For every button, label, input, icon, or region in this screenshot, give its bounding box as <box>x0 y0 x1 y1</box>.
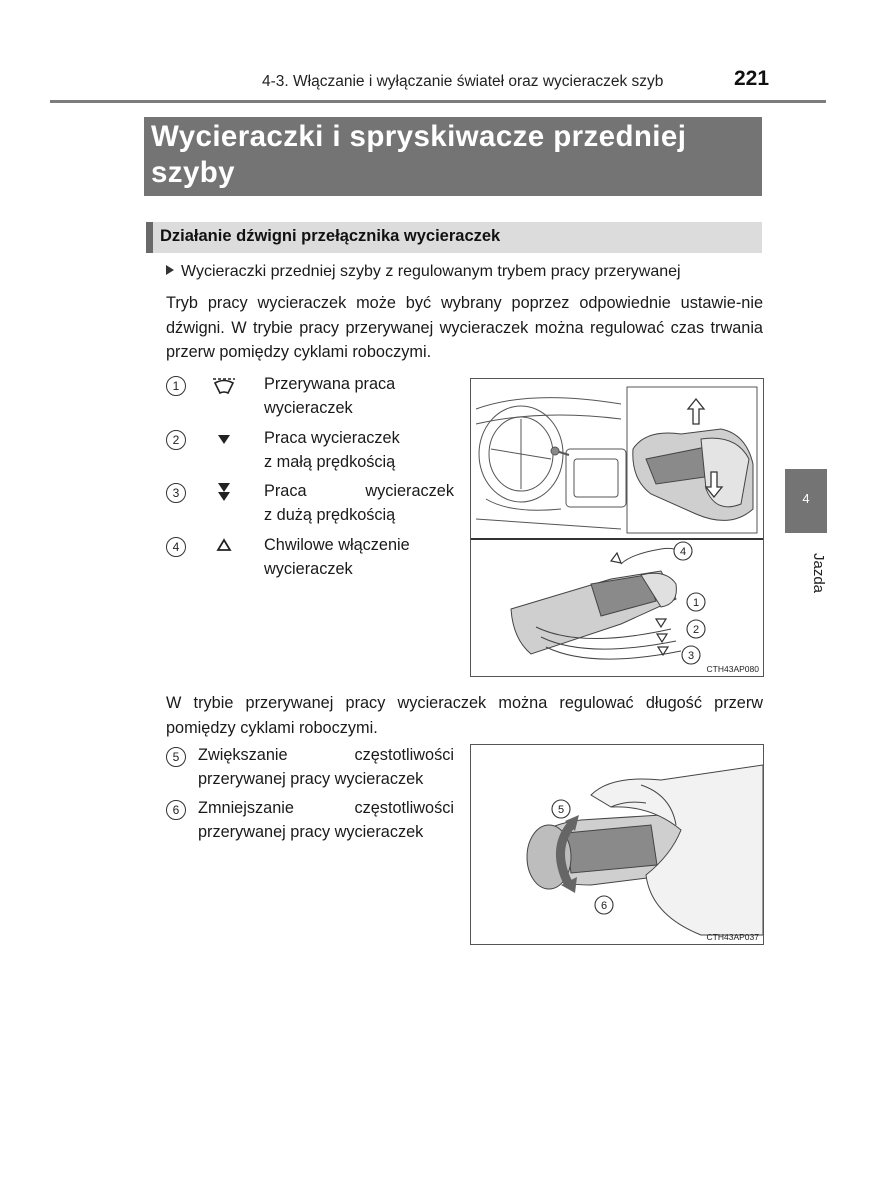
callout-number: 5 <box>166 747 186 767</box>
adjust-item-6 <box>166 796 454 846</box>
figure-code: CTH43AP037 <box>706 932 759 942</box>
interval-paragraph: W trybie przerywanej pracy wycieraczek można regulować długość przerw pomiędzy cyklami roboczymi. <box>166 694 763 737</box>
chapter-label <box>785 538 827 608</box>
dashboard-and-lever-drawing <box>471 379 763 676</box>
interval-adjust-illustration <box>470 744 764 945</box>
section-heading: Działanie dźwigni przełącznika wycieraczek <box>146 222 762 253</box>
header-rule <box>50 100 826 103</box>
mode-line-2: z dużą prędkością <box>264 506 396 524</box>
adjust-line-1: Zmniejszanie częstotliwości <box>198 799 454 817</box>
intermittent-wiper-icon <box>210 374 238 396</box>
callout-number: 4 <box>166 537 186 557</box>
wiper-lever-illustration <box>470 378 764 677</box>
fig1-callout-3: 3 <box>687 650 695 662</box>
mode-text <box>264 372 454 420</box>
adjust-text <box>198 743 454 791</box>
adjust-line-2: przerywanej pracy wycieraczek <box>198 823 424 841</box>
chapter-tab <box>785 469 827 533</box>
bullet-text: Wycieraczki przedniej szyby z regulowanym trybem pracy przerywanej <box>181 263 681 280</box>
mode-line-2: wycieraczek <box>264 399 353 417</box>
fig2-callout-6: 6 <box>600 900 608 912</box>
fig1-callout-2: 2 <box>692 624 700 636</box>
mode-text <box>264 426 454 474</box>
high-speed-double-arrow-icon <box>210 481 238 503</box>
fig2-callout-5: 5 <box>557 804 565 816</box>
mode-line-1: Chwilowe włączenie <box>264 536 410 554</box>
bullet-triangle-icon <box>166 265 174 275</box>
intro-paragraph: Tryb pracy wycieraczek może być wybrany poprzez odpowiednie ustawie-nie dźwigni. W trybie pracy przerywanej wycieraczek można regulować czas trwania przerw pomiędzy cyklami roboczymi. <box>166 294 763 361</box>
callout-number: 3 <box>166 483 186 503</box>
mode-item-3 <box>166 479 461 529</box>
mode-line-1: Praca wycieraczek <box>264 482 454 500</box>
hand-on-lever-drawing <box>471 745 763 944</box>
mode-item-1 <box>166 372 461 422</box>
mode-line-2: z małą prędkością <box>264 453 396 471</box>
chapter-number: 4 <box>802 491 810 506</box>
mode-item-2 <box>166 426 461 476</box>
title-line-2: szyby <box>151 156 235 189</box>
adjust-line-2: przerywanej pracy wycieraczek <box>198 770 424 788</box>
page-number: 221 <box>734 67 770 90</box>
figure-code: CTH43AP080 <box>706 664 759 674</box>
title-line-1: Wycieraczki i spryskiwacze przedniej <box>151 120 687 153</box>
mode-line-2: wycieraczek <box>264 560 353 578</box>
mode-text <box>264 533 454 581</box>
callout-number: 6 <box>166 800 186 820</box>
mode-line-1: Praca wycieraczek <box>264 429 400 447</box>
page-title <box>144 117 762 196</box>
adjust-item-5 <box>166 743 454 793</box>
low-speed-arrow-icon <box>210 428 238 450</box>
mode-text <box>264 479 454 527</box>
callout-number: 1 <box>166 376 186 396</box>
running-header: 4-3. Włączanie i wyłączanie świateł oraz wycieraczek szyb <box>262 73 664 90</box>
bullet-item <box>166 263 681 281</box>
fig1-callout-1: 1 <box>692 597 700 609</box>
fig1-callout-4: 4 <box>679 546 687 558</box>
adjust-text <box>198 796 454 844</box>
chapter-label-text: Jazda <box>810 552 827 594</box>
mode-item-4 <box>166 533 461 583</box>
callout-number: 2 <box>166 430 186 450</box>
adjust-line-1: Zwiększanie częstotliwości <box>198 746 454 764</box>
mode-line-1: Przerywana praca <box>264 375 396 393</box>
mist-triangle-icon <box>210 535 238 557</box>
